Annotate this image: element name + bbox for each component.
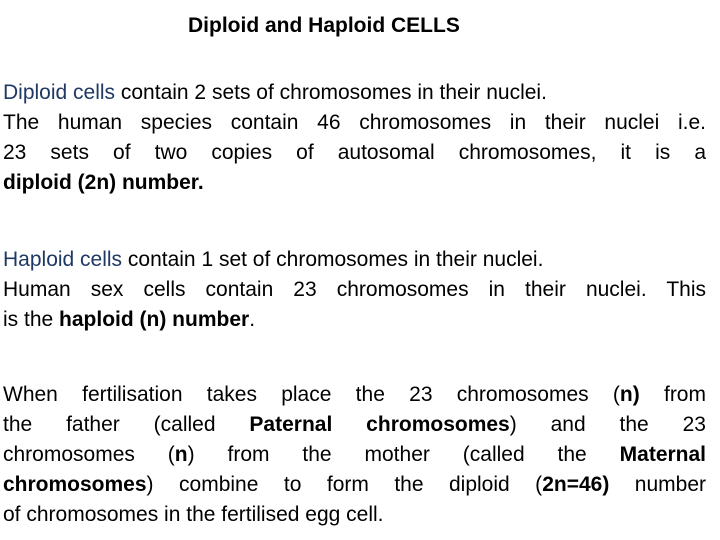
fert-l1-n: n) — [619, 383, 640, 406]
fertilisation-line-5: of chromosomes in the fertilised egg cell. — [3, 503, 384, 526]
diploid-line-4 — [3, 168, 706, 198]
haploid-line-1 — [3, 245, 706, 275]
fertilisation-line-2 — [3, 410, 706, 440]
fert-l4-mid: ) combine to form the diploid ( — [146, 473, 543, 496]
fert-l1-pre: When fertilisation takes place the 23 chromosomes ( — [3, 383, 620, 406]
haploid-line-3-pre: is the — [3, 308, 60, 331]
fert-l3-mid: ) from the mother (called the — [187, 443, 620, 466]
fert-l3-pre: chromosomes ( — [3, 443, 175, 466]
haploid-line-3-post: . — [249, 308, 256, 331]
paternal-chromosomes-text: Paternal chromosomes — [249, 413, 510, 436]
diploid-count-text: 2n=46) — [542, 473, 610, 496]
page-title: Diploid and Haploid CELLS — [188, 14, 460, 37]
diploid-line-1 — [3, 78, 706, 108]
fertilisation-line-1 — [3, 380, 706, 410]
maternal-text: Maternal — [619, 443, 707, 466]
fert-l3-n: n — [174, 443, 188, 466]
fert-l4-post: number — [609, 473, 706, 496]
fertilisation-line-4 — [3, 470, 706, 500]
diploid-line-1-text: contain 2 sets of chromosomes in their nuclei. — [115, 81, 547, 104]
diploid-paragraph — [3, 78, 706, 198]
diploid-line-3: 23 sets of two copies of autosomal chromosomes, it is a — [3, 141, 706, 164]
fertilisation-paragraph — [3, 380, 706, 530]
haploid-term: Haploid cells — [3, 248, 123, 271]
diploid-term: Diploid cells — [3, 81, 116, 104]
haploid-line-2: Human sex cells contain 23 chromosomes in their nuclei. This — [3, 278, 706, 301]
diploid-number-text: diploid (2n) number. — [3, 171, 204, 194]
fertilisation-line-3 — [3, 440, 706, 470]
haploid-paragraph — [3, 245, 706, 335]
fert-l2-pre: the father (called — [3, 413, 250, 436]
haploid-line-1-text: contain 1 set of chromosomes in their nuclei. — [122, 248, 544, 271]
fert-l4-chromosomes: chromosomes — [3, 473, 147, 496]
diploid-line-2: The human species contain 46 chromosomes in their nuclei i.e. — [3, 111, 706, 134]
fert-l2-post: ) and the 23 — [509, 413, 706, 436]
haploid-number-text: haploid (n) number — [59, 308, 250, 331]
fert-l1-post: from — [639, 383, 706, 406]
haploid-line-3 — [3, 305, 706, 335]
